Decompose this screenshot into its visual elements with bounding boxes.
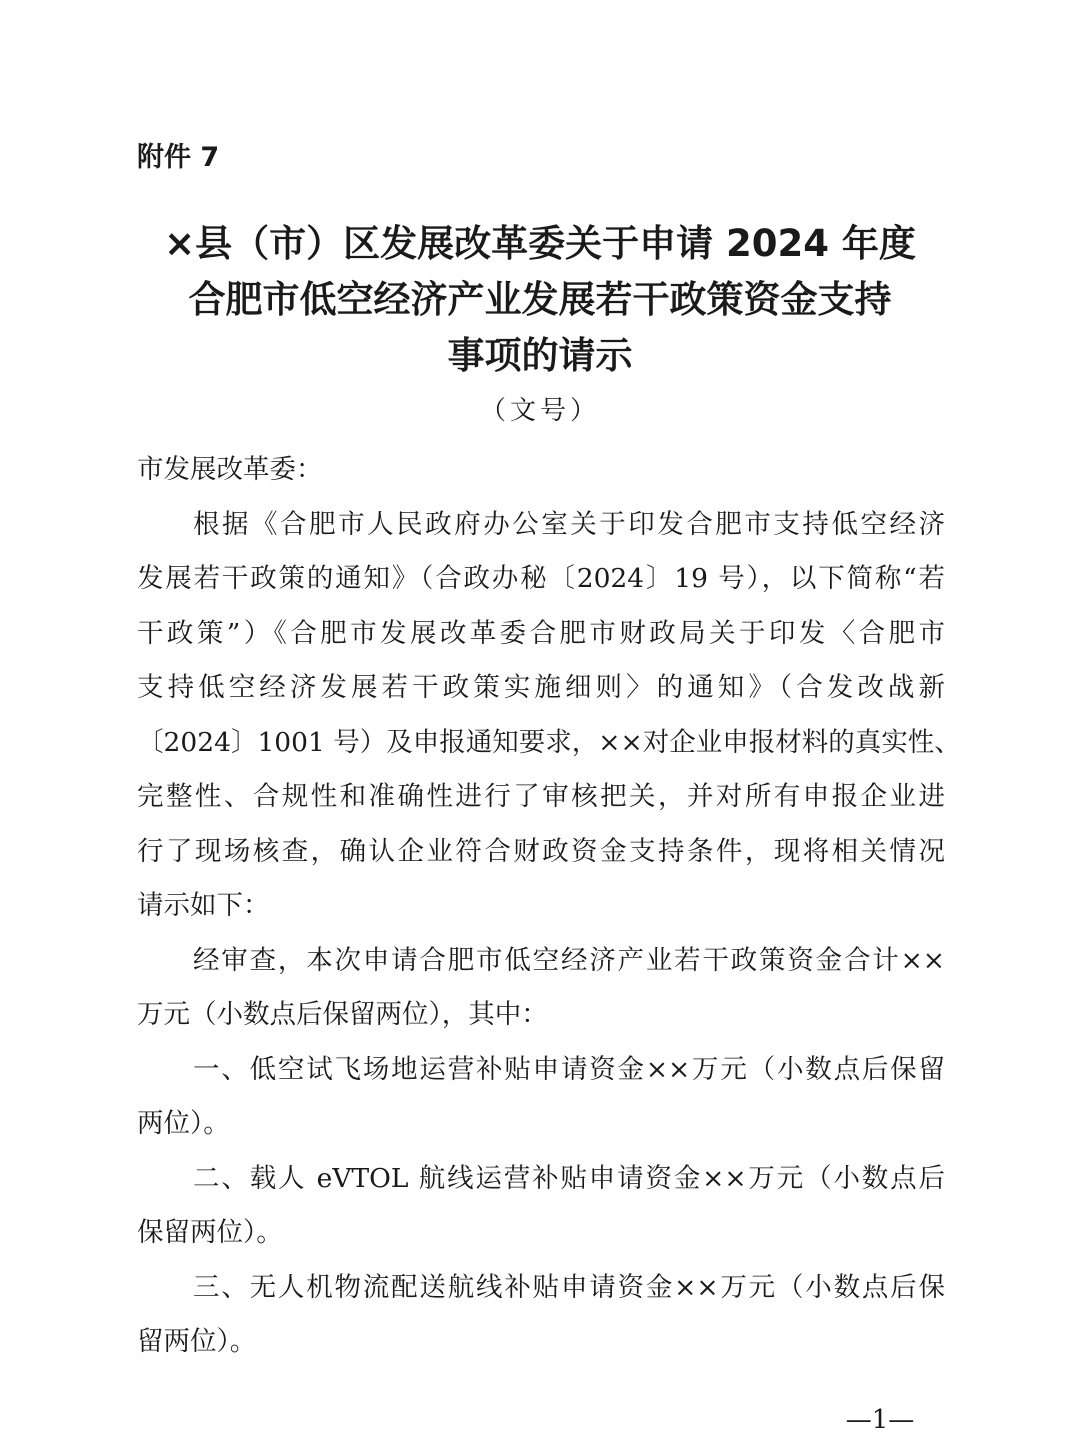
paragraph-basis: [137, 498, 961, 934]
page-number: —1—: [845, 1405, 915, 1435]
paragraph-review: [137, 934, 945, 1043]
title-line-3: 事项的请示: [447, 334, 633, 377]
paragraph-line: 经审查，本次申请合肥市低空经济产业若干政策资金合计××: [193, 944, 945, 976]
item-line: 三、无人机物流配送航线补贴申请资金××万元（小数点后保: [193, 1271, 945, 1303]
paragraph-line: 万元（小数点后保留两位），其中：: [137, 999, 548, 1030]
paragraph-line: 支持低空经济发展若干政策实施细则〉的通知》（合发改战新: [137, 672, 945, 703]
paragraph-line: 请示如下：: [137, 890, 270, 921]
item-line: 留两位）。: [137, 1326, 257, 1357]
paragraph-line: 行了现场核查，确认企业符合财政资金支持条件，现将相关情况: [137, 835, 945, 867]
item-line: 二、载人 eVTOL 航线运营补贴申请资金××万元（小数点后: [193, 1162, 945, 1194]
item-two: [137, 1152, 945, 1261]
document-number: （文号）: [479, 396, 600, 426]
paragraph-line: 〔2024〕1001 号）及申报通知要求，××对企业申报材料的真实性、: [137, 726, 961, 758]
document-title: [110, 216, 970, 384]
item-one: [137, 1043, 945, 1152]
addressee: [137, 443, 945, 498]
item-line: 一、低空试飞场地运营补贴申请资金××万元（小数点后保留: [193, 1053, 945, 1085]
paragraph-line: 干政策”）《合肥市发展改革委合肥市财政局关于印发〈合肥市: [137, 617, 945, 649]
document-body: [137, 443, 961, 1370]
paragraph-line: 发展若干政策的通知》（合政办秘〔2024〕19 号），以下简称“若: [137, 563, 945, 594]
addressee-text: 市发展改革委：: [137, 454, 323, 485]
title-line-1: ×县（市）区发展改革委关于申请 2024 年度: [164, 222, 916, 265]
item-three: [137, 1261, 945, 1370]
paragraph-line: 完整性、合规性和准确性进行了审核把关，并对所有申报企业进: [137, 781, 945, 812]
attachment-label: 附件 7: [137, 142, 220, 173]
paragraph-line: 根据《合肥市人民政府办公室关于印发合肥市支持低空经济: [193, 508, 945, 540]
item-line: 保留两位）。: [137, 1217, 283, 1248]
title-line-2: 合肥市低空经济产业发展若干政策资金支持: [188, 278, 892, 321]
item-line: 两位）。: [137, 1108, 230, 1139]
